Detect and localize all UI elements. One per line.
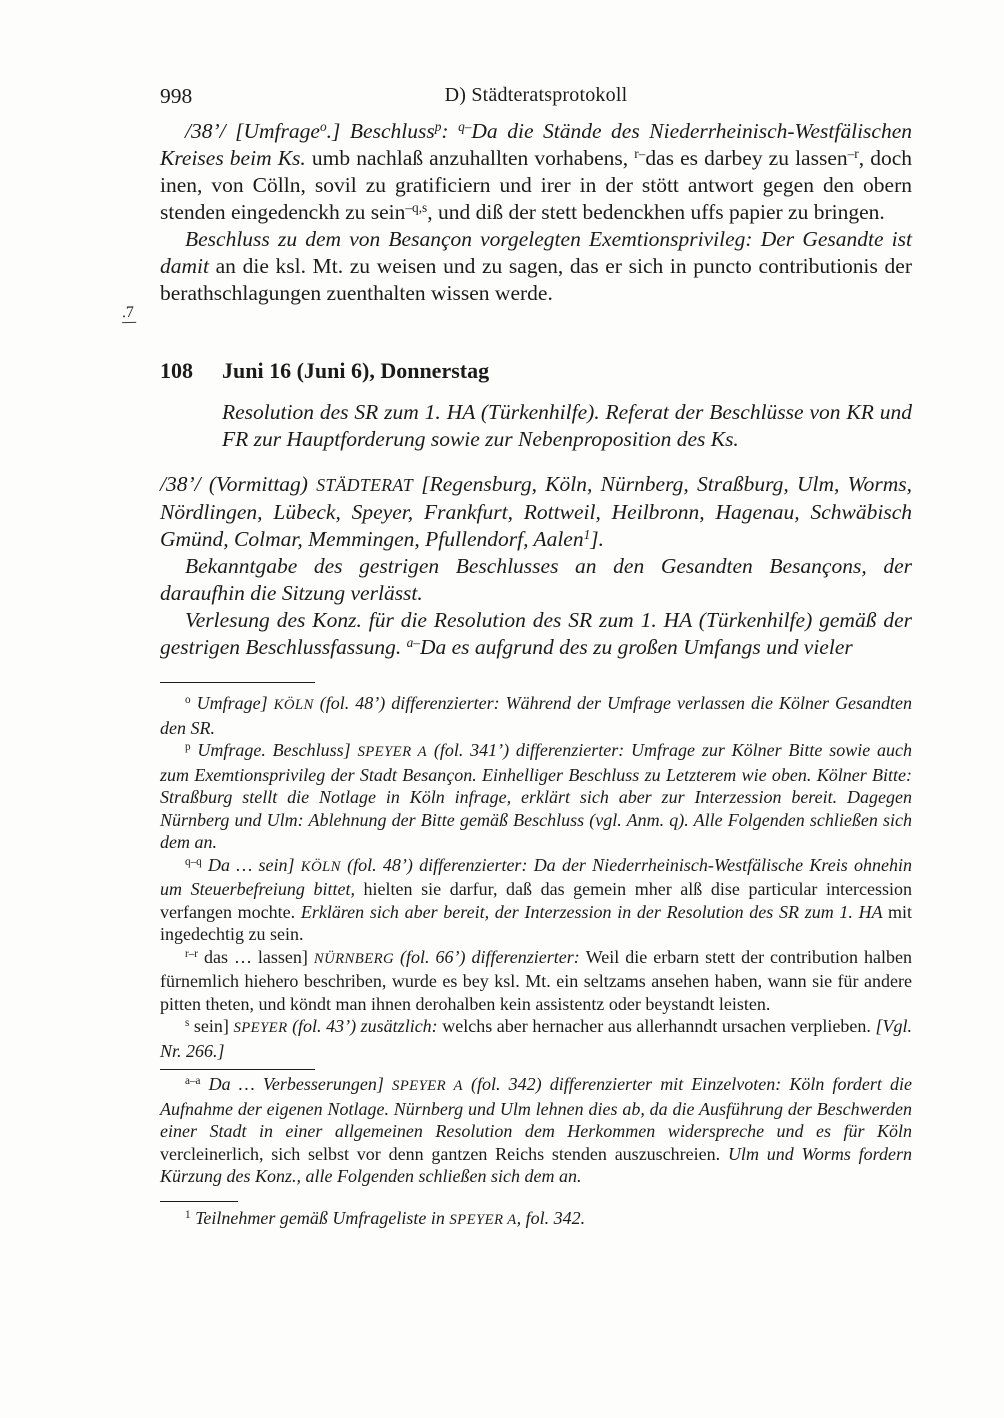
text-segment: Da die Stände des Niederrheinisch-Westfälischen Kreises beim Ks. bbox=[160, 119, 912, 170]
paragraph-bekanntgabe bbox=[160, 553, 912, 607]
footnotes-numbered bbox=[160, 1207, 912, 1232]
text-segment: [Vgl. Nr. 266.] bbox=[160, 1016, 912, 1061]
text-segment: Ulm und Worms fordern Kürzung des Konz., alle Folgenden schließen sich dem an. bbox=[160, 1143, 912, 1186]
text-segment: Teilnehmer gemäß Umfrageliste in bbox=[190, 1207, 450, 1228]
footnote-o bbox=[160, 692, 912, 739]
text-segment: (fol. 48’) differenzierter: Während der Umfrage verlassen die Kölner Gesandten den SR. bbox=[160, 693, 913, 738]
text-segment: (fol. 66’) differenzierter: bbox=[394, 946, 586, 967]
footnote-q-q bbox=[160, 854, 912, 946]
text-segment: SPEYER A bbox=[391, 1078, 463, 1094]
text-segment: welchs aber hernacher aus allerhanndt ursachen verplieben. bbox=[442, 1016, 876, 1036]
paragraph-umfrage-beschluss bbox=[160, 118, 912, 226]
footnote-marker: q– bbox=[458, 119, 472, 135]
text-segment: STÄDTERAT bbox=[316, 475, 414, 495]
footnote-marker: a– bbox=[406, 635, 420, 651]
text-segment: [Regensburg, Köln, Nürnberg, Straßburg, Ulm, Worms, Nördlingen, Lübeck, Speyer, Frankfurt, Rottweil, Heilbronn, Hagenau, Schwäbisch Gmünd, Colmar, Memmingen, Pfullendorf, Aalen bbox=[160, 472, 912, 551]
footnote-marker: 1 bbox=[583, 527, 591, 543]
paragraph-verlesung bbox=[160, 607, 912, 661]
footnote-marker: –q,s bbox=[405, 200, 428, 216]
footnote-separator bbox=[160, 1201, 238, 1202]
footnote-a-a bbox=[160, 1073, 912, 1188]
footnote-marker: p bbox=[185, 741, 191, 754]
text-segment: (fol. 43’) zusätzlich: bbox=[287, 1016, 443, 1036]
text-segment: umb nachlaß anzuhallten vorhabens, bbox=[311, 146, 635, 170]
text-segment: KÖLN bbox=[300, 858, 341, 875]
footnote-separator bbox=[160, 1069, 315, 1070]
footnote-separator bbox=[160, 682, 315, 683]
text-segment: Beschluss zu dem von Besançon vorgelegten Exemtionsprivileg: Der Gesandte ist damit bbox=[160, 227, 912, 278]
text-segment: Verlesung des Konz. für die Resolution des SR zum 1. HA (Türkenhilfe) gemäß der gestrigen Beschlussfassung. bbox=[160, 608, 912, 659]
text-segment: (fol. 342) differenzierter mit Einzelvoten: Köln fordert die Aufnahme der eigenen Notlage. Nürnberg und Ulm lehnen dies ab, da die Ausführung der Beschwerden einer Stadt in einer allgemeinen Resolution dem Herkommen widerspreche und es für Köln bbox=[160, 1074, 912, 1141]
page-header bbox=[160, 84, 912, 110]
text-column bbox=[160, 118, 912, 1231]
text-segment: /38’/ [Umfrage bbox=[185, 119, 320, 143]
footnote-marker: q–q bbox=[185, 855, 202, 868]
text-segment: an die ksl. Mt. zu weisen und zu sagen, das er sich in puncto contributionis der berathschlagungen zuenthalten wissen werde. bbox=[160, 254, 912, 305]
text-segment: Da es aufgrund des zu großen Umfangs und vieler bbox=[419, 635, 853, 659]
footnote-marker: a–a bbox=[185, 1075, 201, 1088]
paragraph-beschluss-exemtionsprivileg bbox=[160, 226, 912, 307]
text-segment: ]. bbox=[590, 527, 605, 551]
page-number: 998 bbox=[160, 84, 193, 108]
text-segment: (fol. 48’) differenzierter: Da der Niederrheinisch-Westfälische Kreis ohnehin um Steuerbefreiung bittet, bbox=[160, 854, 912, 899]
text-segment: Da … Verbesserungen] bbox=[200, 1074, 392, 1094]
text-segment: Erklären sich aber bereit, der Interzession in der Resolution des SR zum 1. HA bbox=[300, 901, 888, 922]
text-segment: das … lassen] bbox=[198, 946, 314, 967]
text-segment: , doch inen, von Cölln, sovil zu gratificiern und irer in der stött antwort gegen den obern stenden eingedenckh zu sein bbox=[160, 146, 913, 224]
footnotes-letter-apparatus bbox=[160, 692, 912, 1062]
text-segment: KÖLN bbox=[273, 697, 314, 713]
text-segment: Bekanntgabe des gestrigen Beschlusses an den Gesandten Besançons, der daraufhin die Sitzung verlässt. bbox=[160, 554, 912, 605]
text-segment: Weil die erbarn stett der contribution halben fürnemlich hiehero beschriben, wurde es bey ksl. Mt. ein seltzams ansehen haben, wann sie für andere pitten theten, und köndt man ihnen derohalben kein assistentz oder beystandt leisten. bbox=[160, 946, 912, 1014]
margin-mark: .7 bbox=[122, 304, 136, 323]
text-segment: SPEYER A bbox=[449, 1211, 517, 1228]
text-segment: NÜRNBERG bbox=[313, 950, 395, 967]
text-segment: vercleinerlich, sich selbst vor denn gantzen Reichs stenden auszuschreien. bbox=[160, 1143, 728, 1164]
footnote-s bbox=[160, 1015, 912, 1062]
text-segment: /38’/ (Vormittag) bbox=[160, 472, 317, 496]
text-segment: Da … sein] bbox=[201, 854, 301, 875]
text-segment: SPEYER A bbox=[357, 744, 428, 760]
footnote-marker: r– bbox=[634, 146, 646, 162]
text-segment: sein] bbox=[189, 1016, 234, 1036]
text-segment: .] Beschluss bbox=[326, 119, 435, 143]
footnote-marker: o bbox=[185, 694, 191, 707]
text-segment: Resolution des SR zum 1. HA (Türkenhilfe). Referat der Beschlüsse von KR und FR zur Hauptforderung sowie zur Nebenproposition des Ks. bbox=[222, 400, 912, 451]
text-segment: SPEYER bbox=[233, 1020, 288, 1036]
footnote-1 bbox=[160, 1207, 912, 1232]
footnote-marker: p bbox=[434, 119, 442, 135]
entry-number: 108 bbox=[160, 358, 193, 383]
entry-title: Juni 16 (Juni 6), Donnerstag bbox=[222, 358, 490, 383]
text-segment: (fol. 341’) differenzierter: Umfrage zur Kölner Bitte sowie auch zum Exemtionsprivileg der Stadt Besançon. Einhelliger Beschluss zu Letzterem wie oben. Kölner Bitte: Straßburg stellt die Notlage in Köln infrage, erklärt sich aber zur Interzession bereit. Dagegen Nürnberg und Ulm: Ablehnung der Bitte gemäß Beschluss (vgl. Anm. q). Alle Folgenden schließen sich dem an. bbox=[160, 740, 912, 852]
footnote-marker: 1 bbox=[185, 1208, 191, 1221]
footnote-r-r bbox=[160, 946, 912, 1016]
footnote-marker: r–r bbox=[185, 947, 199, 960]
footnote-marker: s bbox=[185, 1017, 190, 1030]
text-segment: Umfrage. Beschluss] bbox=[190, 740, 358, 760]
text-segment: : bbox=[441, 119, 459, 143]
text-segment: , und diß der stett bedenckhen uffs papier zu bringen. bbox=[427, 200, 885, 224]
text-segment: das es darbey zu lassen bbox=[645, 146, 848, 170]
footnote-p bbox=[160, 739, 912, 854]
entry-heading bbox=[160, 357, 912, 385]
text-segment: hielten sie darfur, daß das gemein mher alß dise particular intercession verfangen mochte. bbox=[160, 879, 912, 922]
text-segment: mit ingedechtig zu sein. bbox=[160, 901, 913, 944]
entry-regest bbox=[222, 399, 912, 453]
paragraph-staedterat-teilnehmer bbox=[160, 471, 912, 553]
footnotes-a-apparatus bbox=[160, 1073, 912, 1188]
footnote-marker: o bbox=[319, 119, 327, 135]
text-segment: , fol. 342. bbox=[516, 1207, 586, 1228]
footnote-marker: –r bbox=[847, 146, 859, 162]
text-segment: Umfrage] bbox=[190, 693, 274, 713]
running-head: D) Städteratsprotokoll bbox=[444, 84, 628, 106]
